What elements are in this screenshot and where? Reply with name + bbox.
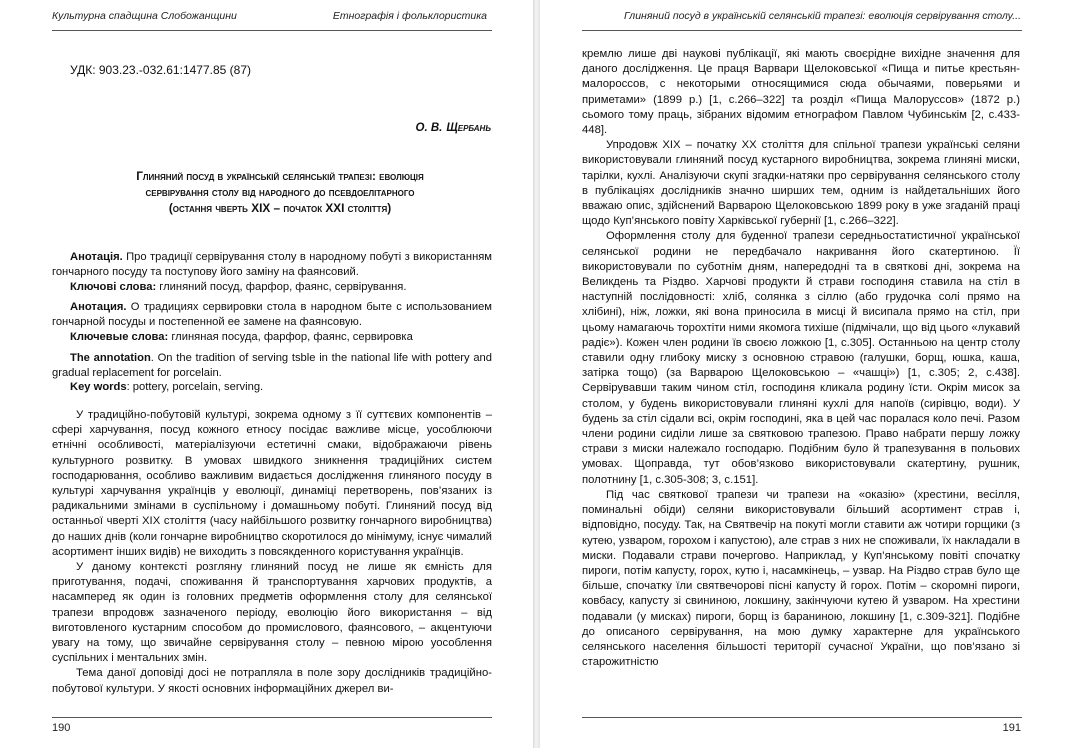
article-title (66, 168, 494, 216)
title-line: Глиняний посуд в українській селянській трапезі: еволюція (136, 169, 424, 183)
author-initials: О. В. (415, 122, 443, 134)
paragraph: У даному контексті розгляну глиняний посуд не лише як ємність для приготування, подачі, споживання й транспортування харчових продуктів, а насамперед як один із головних предметів оформлення столу для селянської трапези впродовж зазначеного періоду, еволюцію його використання – від виготовленого кустарним способом до промислового, фаянсового, – акцентуючи увагу на тому, що звичайне сервірування столу – певною мірою уособлення суспільних і ментальних змін. (52, 561, 492, 665)
keywords-text: : pottery, porcelain, serving. (126, 381, 264, 394)
header-rule (52, 30, 492, 31)
page-number: 190 (52, 722, 71, 734)
running-head-article: Глиняний посуд в українській селянській трапезі: еволюція сервірування столу... (624, 10, 1021, 22)
keywords-text: глиняная посуда, фарфор, фаянс, сервировка (168, 330, 413, 343)
abstract-russian (52, 300, 492, 344)
keywords-text: глиняний посуд, фарфор, фаянс, сервірування. (156, 280, 407, 293)
abstract-label: Анотация. (70, 301, 127, 314)
abstract-label: Анотація. (70, 251, 123, 263)
footer-rule (582, 717, 1022, 718)
running-head-section: Етнографія і фольклористика (332, 10, 487, 22)
page-number: 191 (1002, 722, 1021, 734)
author-surname: Щербань (446, 122, 491, 134)
keywords-label: Key words (70, 381, 127, 394)
abstract-label: The annotation (70, 351, 151, 364)
paragraph: Під час святкової трапези чи трапези на «оказію» (хрестини, весілля, поминальні обіди) селяни використовували більший асортимент страв і, відповідно, посуду. Так, на Святвечір на покуті могли ставити аж чотири горщики (з кутею, узваром, горохом і капустою), але страв з них не споживали, їх накладали в миски. Подавали страви почергово. Наприклад, у Куп’янському повіті спочатку пироги, потім капусту, горох, кутю і, насамкінець, – узвар. На Різдво страв було ще більше, спочатку їли святвечорові пісні капусту й горох. Потім – скоромні пироги, ковбасу, капусту зі свининою, локшину, закінчуючи кутею й узваром. На хрестини подавали (у мисках) пироги, борщ із бараниною, локшину [1, с.309-321]. Подібне до описаного сервірування, на мою думку характерне для українського селянського населення більшості території сучасної України, що пов’язано зі старожитністю (582, 488, 1020, 669)
paragraph: Тема даної доповіді досі не потрапляла в поле зору дослідників традиційно-побутової культури. У якості основних інформаційних джерел ви- (52, 667, 492, 695)
title-line: сервірування столу від народного до псевдоелітарного (145, 185, 415, 199)
book-spine (533, 0, 540, 748)
footer-rule (52, 717, 492, 718)
author (416, 122, 491, 134)
paragraph: У традиційно-побутовій культурі, зокрема одному з її суттєвих компонентів – сфері харчування, посуд кожного етносу посідає важливе місце, уособлюючи етнічні особливості, матеріалізуючи естетичні смаки, відображаючи рівень культурного розвитку. В умовах швидкого зникнення традиційних систем господарювання, особливо важливим видається дослідження глиняного посуду в культурі харчування українців у еволюції, динаміці перетворень, пов’язаних із радикальними змінами в суспільному і домашньому побуті. Глиняний посуд від останньої чверті XIX століття (часу найбільшого розвитку гончарного виробництва) до наших днів (коли гончарне виробництво скоротилося до мінімуму, існує чималий асортимент інших видів) не виходить з повсякденного користування українців. (52, 409, 492, 558)
paragraph: кремлю лише дві наукові публікації, які мають своєрідне вихідне значення для даного дослідження. Це праця Варвари Щелоковської «Пища и питье крестьян-малороссов, с некоторыми относящимися сюда обычаями, поверьями и приметами» (1899 р.) [1, с.266–322] та розділ «Пища Малоруссов» (1872 р.) сьомого тому праць, зібраних відомим етнографом Павлом Чубинськім [2, с.433-448]. (582, 48, 1020, 137)
abstract-text: Про традиції сервірування столу в народному побуті з використанням гончарного посуду та поступову його заміну на фаянсовий. (52, 251, 492, 278)
keywords-label: Ключевые слова: (70, 330, 169, 343)
title-line: (остання чверть XIX – початок XXI століття) (168, 201, 392, 215)
right-body-text (582, 47, 1020, 670)
header-rule (582, 30, 1022, 31)
abstracts (52, 250, 492, 401)
right-page (540, 0, 1073, 748)
abstract-text: . On the tradition of serving tsble in the national life with pottery and gradual replacement for porcelain. (52, 351, 492, 379)
left-page (0, 0, 533, 748)
keywords-label: Ключові слова: (70, 280, 157, 293)
running-head-journal: Культурна спадщина Слобожанщини (52, 10, 237, 22)
udk-code: УДК: 903.23.-032.61:1477.85 (87) (70, 63, 251, 77)
left-body-text (52, 408, 492, 697)
paragraph: Оформлення столу для буденної трапези середньостатистичної української селянської родини не передбачало накривання його скатертиною. Її використовували по суботнім дням, напередодні та в святкові дні, зокрема на Великдень та Різдво. Харчові продукти й страви господиня ставила на стіл в наступній послідовності: хліб, солянка з сіллю (або грудочка солі прямо на хлібині), ніж, ложки, які вона приносила в мисці й висипала прямо на стіл, при цьому намагаючь торохтіти ними якомога тихіше (підмічали, що від цього «лукавий радіє»). Кожен член родини їв своєю ложкою [1, с.305]. Останньою на центр столу ставили одну глибоку миску з основною стравою (галушки, борщ, юшка, каша, затірка тощо) (за Варварою Щелоковською – «чашці») [1, с.305; 2, с.438]. Сервірувавши таким чином стіл, господиня кликала родину їсти. Окрім мисок за столом, у будень використовували глиняні кухлі для напоїв (сирівцю, води). У будень за стіл сідали всі, окрім господині, яка в цей час поралася коло печі. Разом члени родини сиділи лише за святковою трапезою. Право набрати першу ложку страви з миски належало господарю. Подібним було й трапезування в польових умовах. Щоправда, тут обов’язково використовували скатертину, рушник, полотнину [1, с.305-308; 3, с.151]. (582, 230, 1020, 486)
abstract-english (52, 351, 492, 395)
abstract-ukrainian (52, 250, 492, 294)
abstract-text: О традициях сервировки стола в народном быте с использованием гончарной посуды и постепенной ее замене на фаянсовую. (52, 301, 492, 329)
paragraph: Упродовж XIX – початку XX століття для спільної трапези українські селяни використовували глиняний посуд кустарного виробництва, зокрема глиняні миски, тарілки, кухлі. Аналізуючи скупі згадки-натяки про сервірування селянського столу в публікаціях дослідників значно ширших тем, одним із найдетальніших його вважаю опис, здійснений Варварою Щелоковською 1899 року в уже згаданій праці щодо Куп’янського повіту Харківської губернії [1, с.266–322]. (582, 139, 1020, 228)
